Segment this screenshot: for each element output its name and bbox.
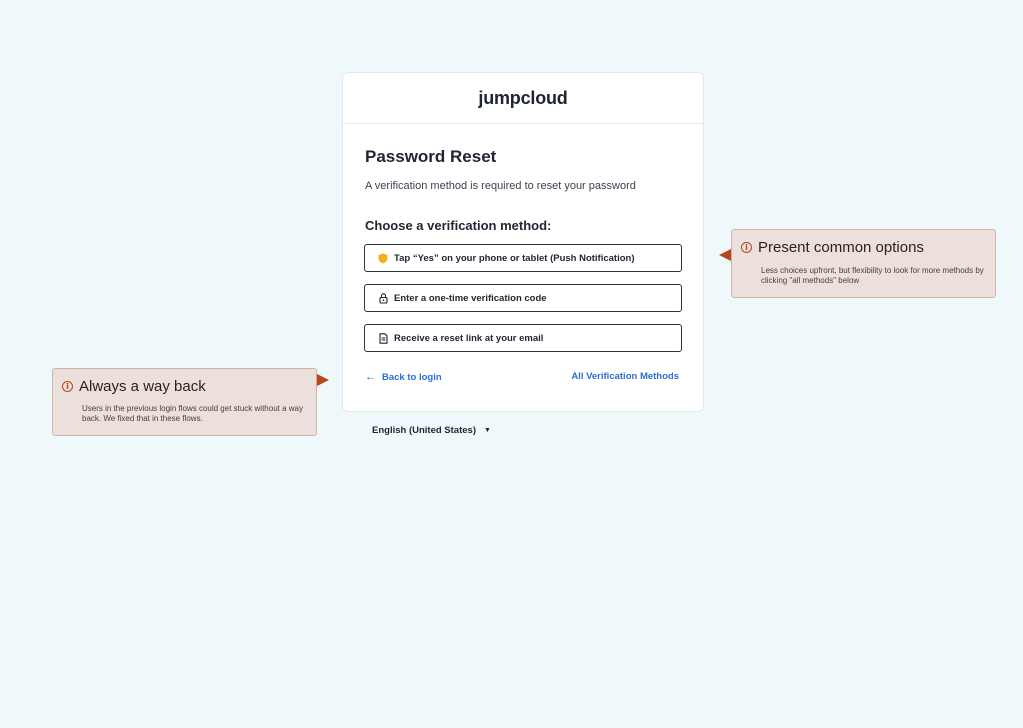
choose-method-heading: Choose a verification method: bbox=[365, 218, 552, 233]
annotation-title-text: Present common options bbox=[758, 239, 924, 256]
all-verification-methods-link[interactable]: All Verification Methods bbox=[571, 371, 679, 382]
annotation-title-text: Always a way back bbox=[79, 378, 206, 395]
annotation-text: Users in the previous login flows could get stuck without a way back. We fixed that in these flows. bbox=[82, 404, 303, 423]
document-icon bbox=[376, 331, 390, 345]
annotation-always-a-way-back bbox=[52, 368, 317, 436]
push-notification-option[interactable] bbox=[364, 244, 682, 272]
email-reset-link-label: Receive a reset link at your email bbox=[394, 332, 544, 344]
jumpcloud-logo: jumpcloud bbox=[478, 87, 568, 108]
verification-code-option[interactable] bbox=[364, 284, 682, 312]
card-header bbox=[343, 73, 703, 124]
language-selector[interactable] bbox=[372, 425, 491, 436]
page-subtitle: A verification method is required to reset your password bbox=[365, 180, 636, 192]
lock-icon bbox=[376, 291, 390, 305]
annotation-title bbox=[62, 378, 307, 395]
back-to-login-label: Back to login bbox=[382, 371, 442, 383]
caret-down-icon: ▼ bbox=[483, 427, 491, 434]
annotation-present-common-options bbox=[731, 229, 996, 298]
info-icon: i bbox=[62, 381, 73, 392]
verification-code-label: Enter a one-time verification code bbox=[394, 292, 547, 304]
annotation-pointer-right bbox=[719, 249, 731, 261]
back-to-login-link[interactable] bbox=[365, 371, 442, 383]
page-title: Password Reset bbox=[365, 147, 497, 166]
info-icon: i bbox=[741, 242, 752, 253]
annotation-pointer-left bbox=[317, 374, 329, 386]
email-reset-link-option[interactable] bbox=[364, 324, 682, 352]
annotation-text: Less choices upfront, but flexibility to look for more methods by clicking "all methods" below bbox=[761, 266, 984, 285]
push-notification-label: Tap “Yes” on your phone or tablet (Push Notification) bbox=[394, 252, 635, 264]
annotation-title bbox=[741, 239, 986, 256]
language-label: English (United States) bbox=[372, 425, 476, 436]
password-reset-card bbox=[342, 72, 704, 412]
shield-icon bbox=[376, 251, 390, 265]
arrow-left-icon: ← bbox=[365, 371, 376, 383]
